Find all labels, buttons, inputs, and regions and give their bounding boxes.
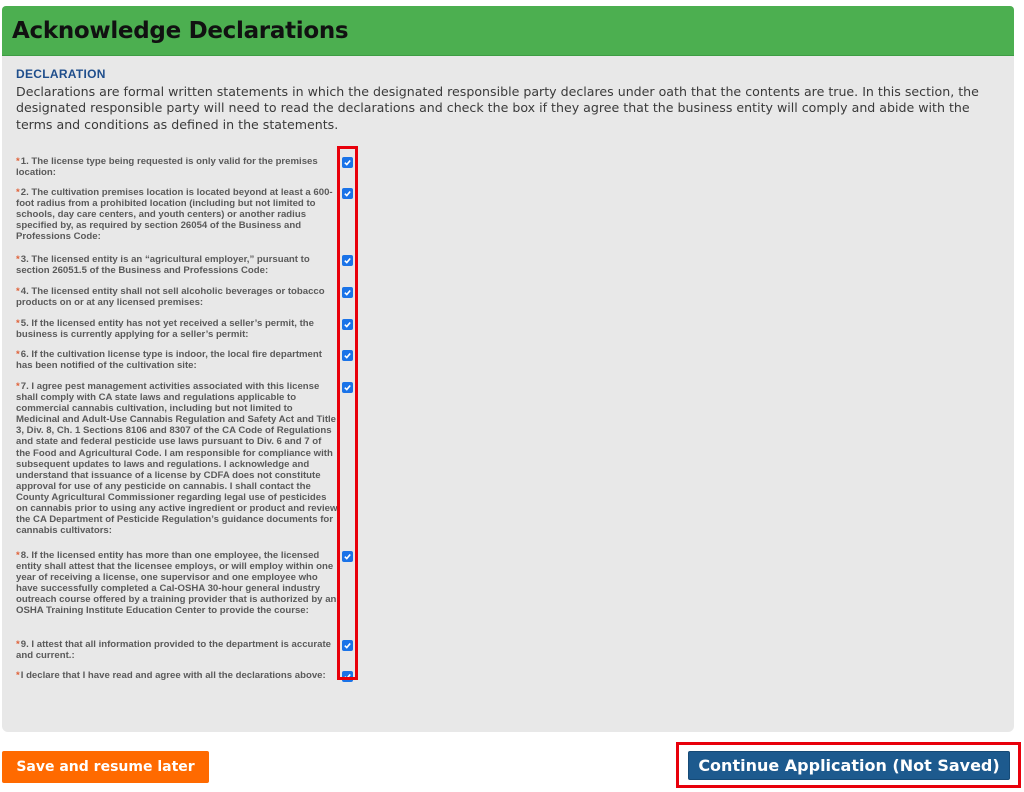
required-marker: * (16, 286, 20, 297)
required-marker: * (16, 381, 20, 392)
declaration-5 (16, 318, 338, 340)
section-intro: Declarations are formal written statements in which the designated responsible party declares under oath that the contents are true. In this section, the designated responsible party will need to read the declarations and check the box if they agree that the business entity will comply and abide with the terms and conditions as defined in the statements. (16, 84, 979, 132)
declaration-text: 6. If the cultivation license type is indoor, the local fire department has been notified of the cultivation site: (16, 349, 322, 372)
checkbox-column-highlight (337, 146, 358, 680)
declaration-4 (16, 286, 338, 308)
declaration-8 (16, 550, 338, 617)
declaration-text: 5. If the licensed entity has not yet received a seller’s permit, the business is currently applying for a seller’s permit: (16, 318, 314, 341)
declaration-7 (16, 381, 338, 536)
declaration-2 (16, 187, 338, 242)
declaration-3 (16, 254, 338, 276)
required-marker: * (16, 550, 20, 561)
required-marker: * (16, 187, 20, 198)
declaration-text: 7. I agree pest management activities associated with this license shall comply with CA state laws and regulations applicable to commercial cannabis cultivation, including but not limited to Medicinal and Adult-Use Cannabis Regulation and Safety Act and Title 3, Div. 8, Ch. 1 Sections 8106 and 8307 of the CA Code of Regulations and state and federal pesticide use laws pursuant to Div. 6 and 7 of the Food and Agricultural Code. I am responsible for compliance with subsequent updates to laws and regulations. I acknowledge and understand that issuance of a license by CDFA does not constitute approval for use of any pesticide on cannabis. I shall contact the County Agricultural Commissioner regarding legal use of pesticides on cannabis prior to using any active ingredient or product and review the CA Department of Pesticide Regulation’s guidance documents for cannabis cultivators: (16, 381, 338, 537)
declaration-text: I declare that I have read and agree with all the declarations above: (20, 670, 326, 681)
declaration-text: 8. If the licensed entity has more than one employee, the licensed entity shall attest that the licensee employs, or will employ within one year of receiving a license, one supervisor and one employee who have successfully completed a Cal-OSHA 30-hour general industry outreach course offered by a training provider that is authorized by an OSHA Training Institute Education Center to provide the course: (16, 550, 337, 617)
declaration-text: 9. I attest that all information provided to the department is accurate and current.: (16, 639, 331, 662)
declaration-9 (16, 639, 338, 661)
required-marker: * (16, 318, 20, 329)
required-marker: * (16, 156, 20, 167)
declaration-text: 4. The licensed entity shall not sell alcoholic beverages or tobacco products on or at any licensed premises: (16, 286, 325, 309)
section-label: DECLARATION (16, 67, 106, 81)
declaration-6 (16, 349, 338, 371)
page-title: Acknowledge Declarations (12, 17, 349, 44)
required-marker: * (16, 254, 20, 265)
required-marker: * (16, 349, 20, 360)
declaration-text: 3. The licensed entity is an “agricultural employer,” pursuant to section 26051.5 of the Business and Professions Code: (16, 254, 310, 277)
declaration-1 (16, 156, 338, 178)
continue-application-button[interactable]: Continue Application (Not Saved) (688, 751, 1010, 780)
declaration-text: 2. The cultivation premises location is located beyond at least a 600-foot radius from a prohibited location (including but not limited to schools, day care centers, and youth centers) or another radius specified by, as required by section 26054 of the Business and Professions Code: (16, 187, 333, 243)
declaration-final (16, 670, 338, 681)
panel-header (2, 6, 1014, 56)
required-marker: * (16, 670, 20, 681)
declaration-text: 1. The license type being requested is only valid for the premises location: (16, 156, 318, 179)
save-and-resume-later-button[interactable]: Save and resume later (2, 751, 209, 783)
required-marker: * (16, 639, 20, 650)
